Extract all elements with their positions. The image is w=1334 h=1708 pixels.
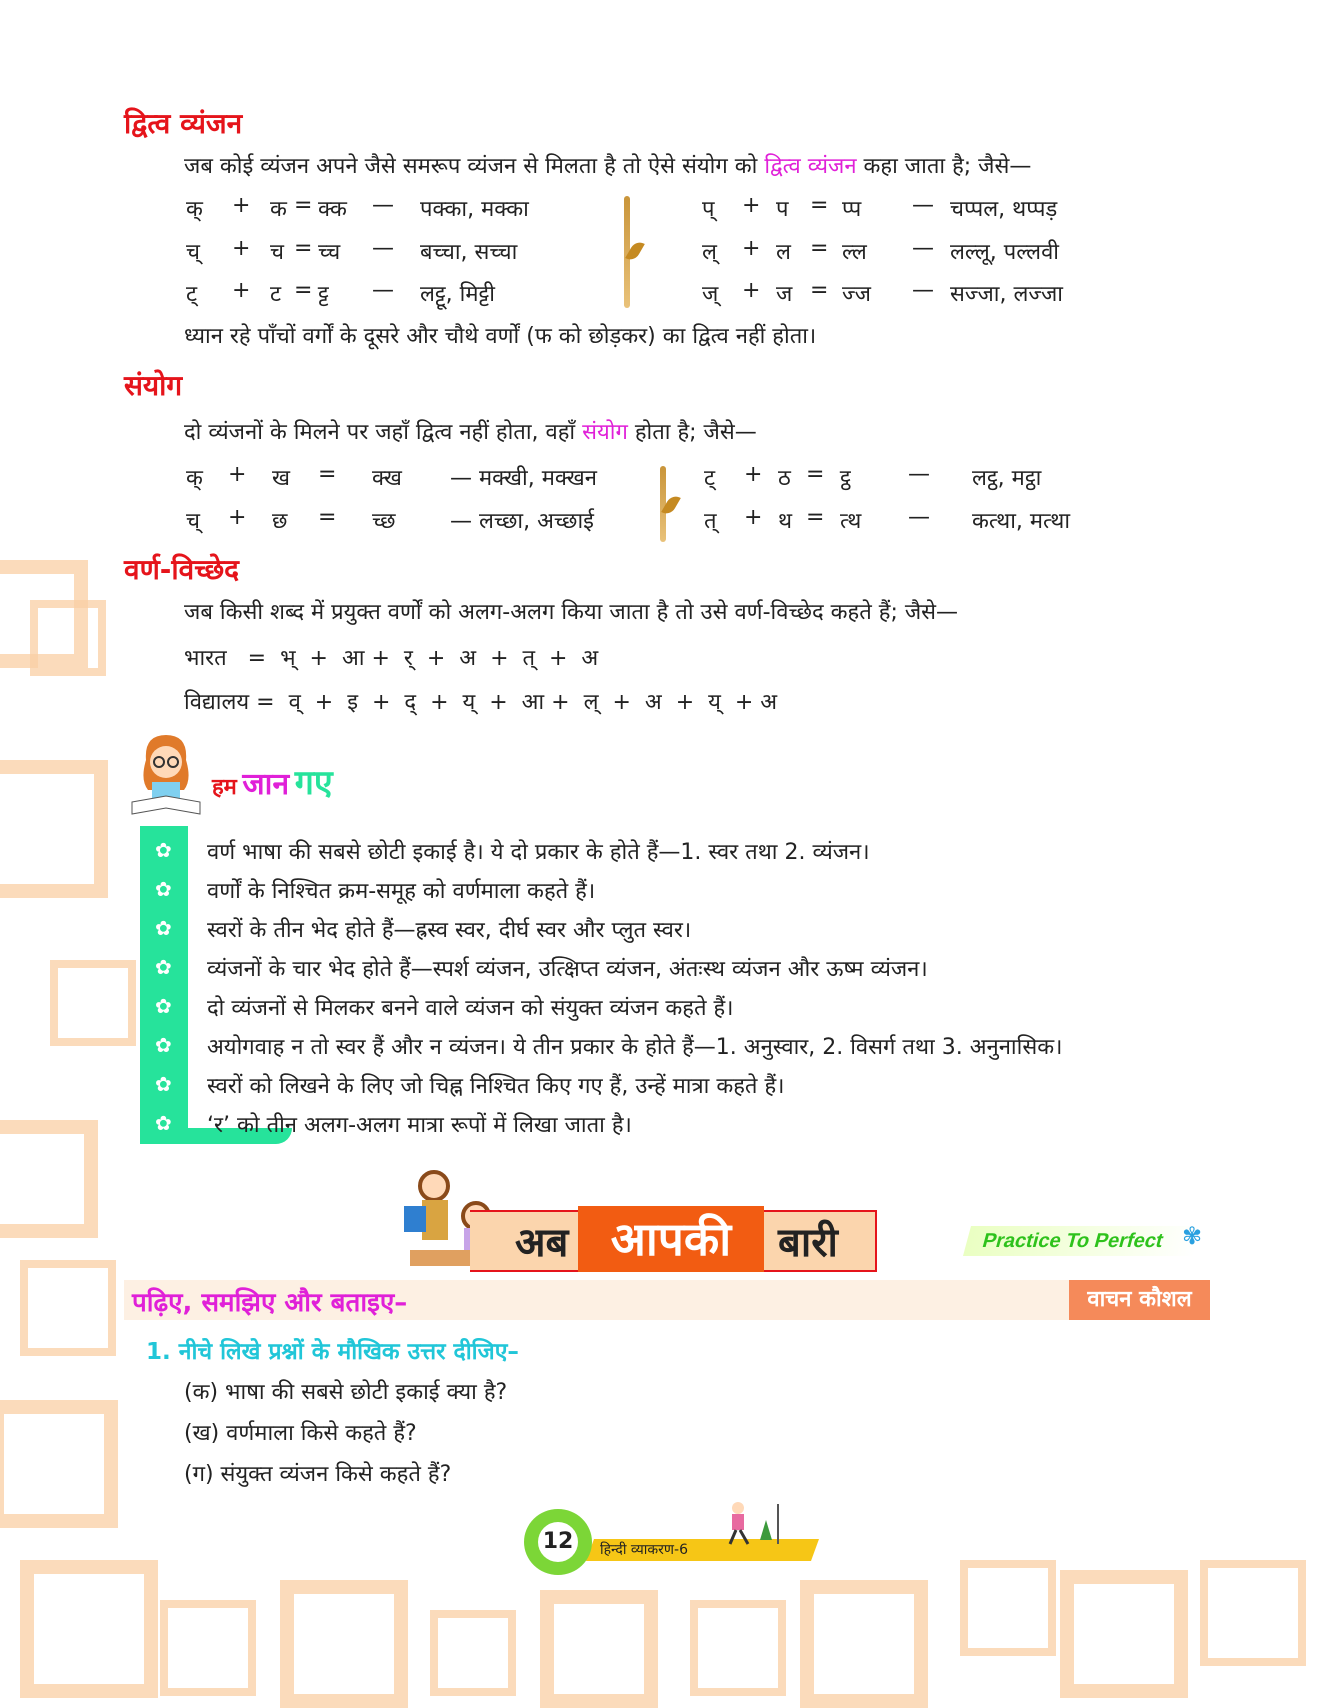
- practice-to-perfect-tag: [963, 1226, 1202, 1256]
- dvitva-note: ध्यान रहे पाँचों वर्गों के दूसरे और चौथे वर्णों (फ को छोड़कर) का द्वित्व नहीं होता।: [184, 324, 817, 349]
- part: थ: [778, 509, 793, 534]
- equals: =: [294, 236, 313, 261]
- list-item: स्वरों को लिखने के लिए जो चिह्न निश्चित किए गए हैं, उन्हें मात्रा कहते हैं।: [207, 1074, 785, 1099]
- section-tag: वाचन कौशल: [1069, 1280, 1210, 1320]
- list-item: ‘र’ को तीन अलग-अलग मात्रा रूपों में लिखा जाता है।: [207, 1113, 632, 1138]
- intro-text-end: कहा जाता है; जैसे—: [856, 154, 1032, 179]
- varn-vichhed-intro: जब किसी शब्द में प्रयुक्त वर्णों को अलग-अलग किया जाता है तो उसे वर्ण-विच्छेद कहते हैं; जैसे—: [184, 600, 959, 625]
- part: ल: [776, 240, 791, 265]
- plus: +: [232, 236, 251, 261]
- plus: +: [232, 278, 251, 303]
- result: ट्ट: [318, 282, 329, 307]
- equals: =: [294, 193, 313, 218]
- intro-text: जब कोई व्यंजन अपने जैसे समरूप व्यंजन से मिलता है तो ऐसे संयोग को: [184, 154, 765, 179]
- page-number: 12: [538, 1522, 578, 1562]
- examples: लल्लू, पल्लवी: [950, 240, 1060, 265]
- part: छ: [272, 509, 288, 534]
- list-item: अयोगवाह न तो स्वर हैं और न व्यंजन। ये तीन प्रकार के होते हैं—1. अनुस्वार, 2. विसर्ग तथा 3. अनुनासिक।: [207, 1035, 1063, 1060]
- flower-bullet-icon: ✿: [155, 877, 172, 901]
- example-row: [0, 505, 1334, 539]
- part: च: [270, 240, 284, 265]
- part: क: [270, 197, 287, 222]
- part: ज्: [702, 282, 719, 307]
- example-row: [0, 236, 1334, 270]
- part: ल्: [702, 240, 717, 265]
- list-item: स्वरों के तीन भेद होते हैं—ह्रस्व स्वर, दीर्घ स्वर और प्लुत स्वर।: [207, 918, 692, 943]
- part: त्: [704, 509, 717, 534]
- part: प: [776, 197, 789, 222]
- examples: — लच्छा, अच्छाई: [450, 509, 594, 534]
- result: ल्ल: [842, 240, 867, 265]
- result: ट्ठ: [840, 466, 851, 491]
- examples: सज्जा, लज्जा: [950, 282, 1063, 307]
- sub-question: (ग) संयुक्त व्यंजन किसे कहते हैं?: [184, 1462, 452, 1487]
- summary-bar: [140, 826, 188, 1144]
- title-part: हम: [212, 775, 237, 800]
- plus: +: [742, 278, 761, 303]
- part: ट: [270, 282, 282, 307]
- part: च्: [186, 509, 200, 534]
- heading-varn-vichhed: वर्ण-विच्छेद: [124, 553, 240, 586]
- plus: +: [744, 462, 763, 487]
- result: ज्ज: [842, 282, 871, 307]
- plus: +: [228, 462, 247, 487]
- dash: —: [372, 193, 394, 218]
- title-part: गए: [294, 763, 333, 803]
- title-part: जान: [242, 767, 290, 802]
- part: क्: [186, 466, 203, 491]
- flower-icon: ✾: [1182, 1222, 1203, 1250]
- part: ट्: [704, 466, 716, 491]
- plus: +: [742, 236, 761, 261]
- dvitva-intro: [184, 150, 1031, 180]
- sub-question: (क) भाषा की सबसे छोटी इकाई क्या है?: [184, 1380, 508, 1405]
- list-item: दो व्यंजनों से मिलकर बनने वाले व्यंजन को संयुक्त व्यंजन कहते हैं।: [207, 996, 734, 1021]
- examples: लट्ठ, मट्ठा: [972, 466, 1042, 491]
- flower-bullet-icon: ✿: [155, 955, 172, 979]
- equals: =: [810, 278, 829, 303]
- plus: +: [232, 193, 251, 218]
- sanyog-intro: [184, 416, 757, 446]
- plus: +: [228, 505, 247, 530]
- result: क्क: [318, 197, 347, 222]
- book-title: हिन्दी व्याकरण-6: [600, 1542, 688, 1558]
- dash: —: [372, 236, 394, 261]
- vichhed-example: विद्यालय = व् + इ + द् + य् + आ + ल् + अ + य् + अ: [184, 690, 778, 715]
- part: च्: [186, 240, 200, 265]
- flower-bullet-icon: ✿: [155, 994, 172, 1018]
- list-item: वर्णों के निश्चित क्रम-समूह को वर्णमाला कहते हैं।: [207, 879, 596, 904]
- equals: =: [294, 278, 313, 303]
- examples: चप्पल, थप्पड़: [950, 197, 1058, 222]
- part: ज: [776, 282, 793, 307]
- equals: =: [318, 462, 337, 487]
- examples: — मक्खी, मक्खन: [450, 466, 597, 491]
- boy-skating-illustration: [722, 1500, 782, 1550]
- part: प्: [702, 197, 715, 222]
- plus: +: [742, 193, 761, 218]
- banner-baari: बारी: [778, 1220, 838, 1266]
- section-title: पढ़िए, समझिए और बताइए–: [132, 1288, 408, 1318]
- vichhed-example: भारत = भ् + आ + र् + अ + त् + अ: [184, 646, 599, 671]
- question-1: 1. नीचे लिखे प्रश्नों के मौखिक उत्तर दीजिए–: [146, 1339, 519, 1365]
- examples: पक्का, मक्का: [420, 197, 529, 222]
- heading-dvitva-vyanjan: द्वित्व व्यंजन: [124, 107, 243, 140]
- equals: =: [318, 505, 337, 530]
- banner-aapki: आपकी: [578, 1206, 764, 1272]
- flower-bullet-icon: ✿: [155, 1111, 172, 1135]
- dash: —: [912, 236, 934, 261]
- result: प्प: [842, 197, 862, 222]
- heading-sanyog: संयोग: [124, 369, 183, 402]
- result: च्छ: [372, 509, 396, 534]
- list-item: व्यंजनों के चार भेद होते हैं—स्पर्श व्यंजन, उत्क्षिप्त व्यंजन, अंतःस्थ व्यंजन और ऊष्म व्यंजन।: [207, 957, 928, 982]
- intro-text-end: होता है; जैसे—: [627, 420, 757, 445]
- intro-highlight: संयोग: [582, 420, 628, 445]
- flower-bullet-icon: ✿: [155, 1072, 172, 1096]
- banner-ab: अब: [515, 1220, 569, 1266]
- dash: —: [912, 193, 934, 218]
- examples: लट्टू, मिट्टी: [420, 282, 495, 307]
- ham-jaan-gaye-title: [212, 758, 333, 804]
- intro-text: दो व्यंजनों के मिलने पर जहाँ द्वित्व नहीं होता, वहाँ: [184, 420, 583, 445]
- dash: —: [912, 278, 934, 303]
- part: क्: [186, 197, 203, 222]
- part: ख: [272, 466, 290, 491]
- sub-question: (ख) वर्णमाला किसे कहते हैं?: [184, 1421, 417, 1446]
- girl-reading-illustration: [126, 730, 206, 820]
- equals: =: [806, 505, 825, 530]
- equals: =: [810, 193, 829, 218]
- flower-bullet-icon: ✿: [155, 916, 172, 940]
- equals: =: [810, 236, 829, 261]
- examples: बच्चा, सच्चा: [420, 240, 518, 265]
- part: ट्: [186, 282, 198, 307]
- intro-highlight: द्वित्व व्यंजन: [764, 154, 857, 179]
- plus: +: [744, 505, 763, 530]
- result: त्थ: [840, 509, 862, 534]
- flower-bullet-icon: ✿: [155, 838, 172, 862]
- dash: —: [908, 505, 930, 530]
- practice-label: Practice To Perfect: [980, 1230, 1166, 1252]
- example-row: [0, 278, 1334, 312]
- example-row: [0, 193, 1334, 227]
- dash: —: [908, 462, 930, 487]
- dash: —: [372, 278, 394, 303]
- example-row: [0, 462, 1334, 496]
- flower-bullet-icon: ✿: [155, 1033, 172, 1057]
- equals: =: [806, 462, 825, 487]
- list-item: वर्ण भाषा की सबसे छोटी इकाई है। ये दो प्रकार के होते हैं—1. स्वर तथा 2. व्यंजन।: [207, 840, 870, 865]
- result: च्च: [318, 240, 341, 265]
- part: ठ: [778, 466, 791, 491]
- result: क्ख: [372, 466, 402, 491]
- examples: कत्था, मत्था: [972, 509, 1071, 534]
